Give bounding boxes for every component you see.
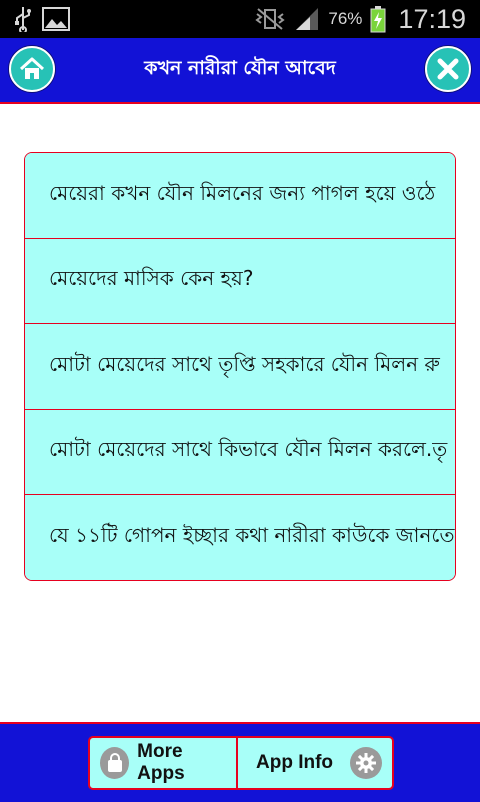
image-icon (42, 6, 70, 32)
signal-icon (294, 6, 320, 32)
app-header (0, 38, 480, 104)
gear-icon (350, 747, 382, 779)
article-list (24, 152, 456, 581)
status-bar (0, 0, 480, 38)
list-item-label: মেয়েদের মাসিক কেন হয়? (49, 266, 254, 291)
app-info-label: App Info (256, 752, 334, 773)
close-icon (435, 56, 461, 82)
status-bar-notifications (14, 6, 70, 32)
shopping-bag-icon (100, 747, 129, 779)
vibrate-mute-icon (254, 7, 286, 31)
list-item-label: মোটা মেয়েদের সাথে তৃপ্তি সহকারে যৌন মিলন রু (49, 351, 440, 376)
battery-percent: 76% (328, 9, 363, 28)
status-bar-system (254, 0, 466, 38)
more-apps-button[interactable] (90, 738, 236, 788)
list-item-label: যে ১১টি গোপন ইচ্ছার কথা নারীরা কাউকে জানতে (49, 522, 455, 547)
battery-charging-icon (370, 5, 386, 33)
list-item[interactable] (25, 324, 455, 410)
home-icon (18, 55, 46, 83)
list-item[interactable] (25, 239, 455, 325)
list-item-label: মেয়েরা কখন যৌন মিলনের জন্য পাগল হয়ে ওঠে (49, 180, 436, 205)
list-item[interactable] (25, 153, 455, 239)
list-item-label: মোটা মেয়েদের সাথে কিভাবে যৌন মিলন করলে.তৃ (49, 437, 448, 462)
page-title: কখন নারীরা যৌন আবেদ (144, 57, 336, 79)
more-apps-label: More Apps (137, 741, 185, 784)
list-item[interactable] (25, 410, 455, 496)
app-info-button[interactable] (236, 738, 392, 788)
close-button[interactable] (425, 46, 471, 92)
home-button[interactable] (9, 46, 55, 92)
list-item[interactable] (25, 495, 455, 580)
clock: 17:19 (398, 3, 466, 34)
footer-button-group (88, 736, 394, 790)
bottom-bar (0, 722, 480, 802)
usb-icon (14, 6, 32, 32)
